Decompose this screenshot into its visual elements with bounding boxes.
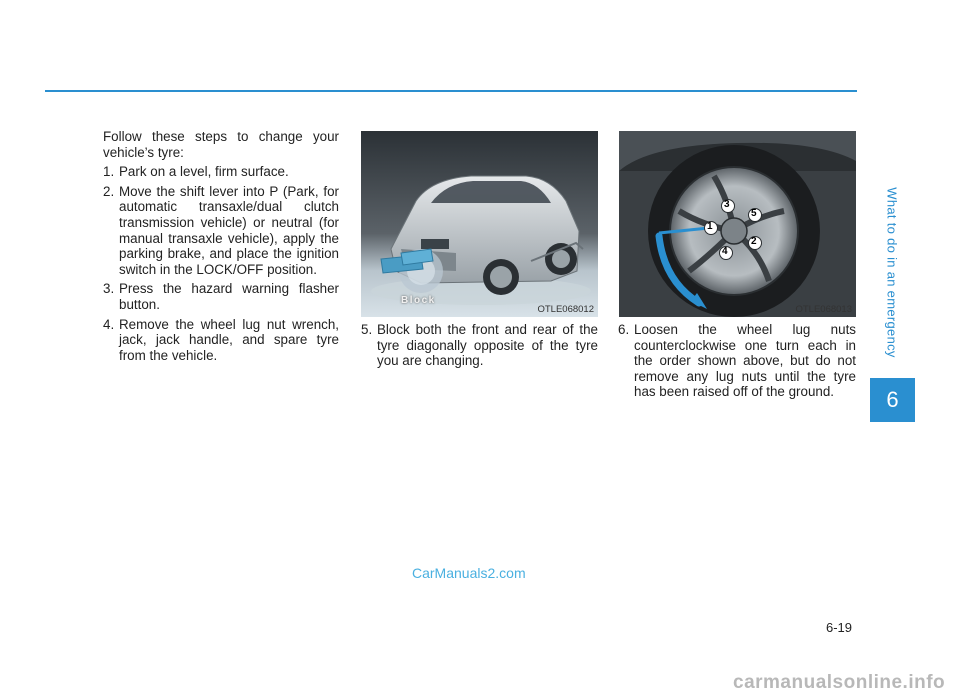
step-1: [103, 164, 339, 180]
lug-nut-label-5: 5: [751, 208, 757, 219]
step-6: [618, 322, 856, 400]
figure-code: OTLE068013: [795, 304, 852, 315]
step-number: 6.: [618, 322, 630, 337]
step-text: Press the hazard warning flasher button.: [119, 281, 339, 312]
step-5: [361, 322, 598, 369]
lug-nut-label-4: 4: [722, 246, 728, 257]
header-rule: [45, 90, 857, 92]
page-number: 6-19: [826, 620, 853, 635]
lug-nut-label-3: 3: [724, 199, 730, 210]
step-text: Remove the wheel lug nut wrench, jack, jack handle, and spare tyre from the vehicle.: [119, 316, 339, 363]
step-4: [103, 317, 339, 364]
lug-nut-label-1: 1: [707, 221, 713, 232]
step-text: Park on a level, firm surface.: [119, 164, 289, 180]
step-number: 5.: [361, 322, 373, 337]
step-number: 3.: [103, 281, 115, 297]
instructions-column-2: [361, 322, 598, 373]
step-3: [103, 281, 339, 312]
chapter-number: 6: [886, 387, 899, 412]
step-text: Move the shift lever into P (Park, for automatic transaxle/dual clutch transmission vehicle) or neutral (for manual transaxle vehicle), apply the parking brake, and place the ignition switch in the LOCK/OFF position.: [119, 183, 339, 277]
section-tab: [870, 180, 915, 365]
instructions-column-3: [618, 322, 856, 404]
suv-illustration-graphic: [361, 131, 598, 317]
suv-block-illustration: [361, 131, 598, 317]
step-number: 1.: [103, 164, 115, 180]
figure-code: OTLE068012: [537, 304, 594, 315]
intro-text: Follow these steps to change your vehicle’s tyre:: [103, 129, 339, 160]
watermark-link[interactable]: CarManuals2.com: [412, 565, 526, 581]
site-watermark: carmanualsonline.info: [733, 672, 946, 693]
step-text: Block both the front and rear of the tyre diagonally opposite of the tyre you are changing.: [377, 322, 598, 369]
wheel-lug-nut-illustration: [619, 131, 856, 317]
step-text: Loosen the wheel lug nuts counterclockwise one turn each in the order shown above, but do not remove any lug nuts until the tyre has been raised off of the ground.: [634, 322, 856, 400]
lug-nut-label-2: 2: [751, 236, 757, 247]
chapter-number-box: [870, 378, 915, 422]
step-number: 2.: [103, 183, 115, 199]
wheel-illustration-graphic: [619, 131, 856, 317]
section-title: What to do in an emergency: [885, 187, 901, 358]
step-2: [103, 184, 339, 278]
instructions-column-1: [103, 129, 339, 367]
block-label: Block: [401, 295, 436, 306]
step-number: 4.: [103, 316, 115, 332]
